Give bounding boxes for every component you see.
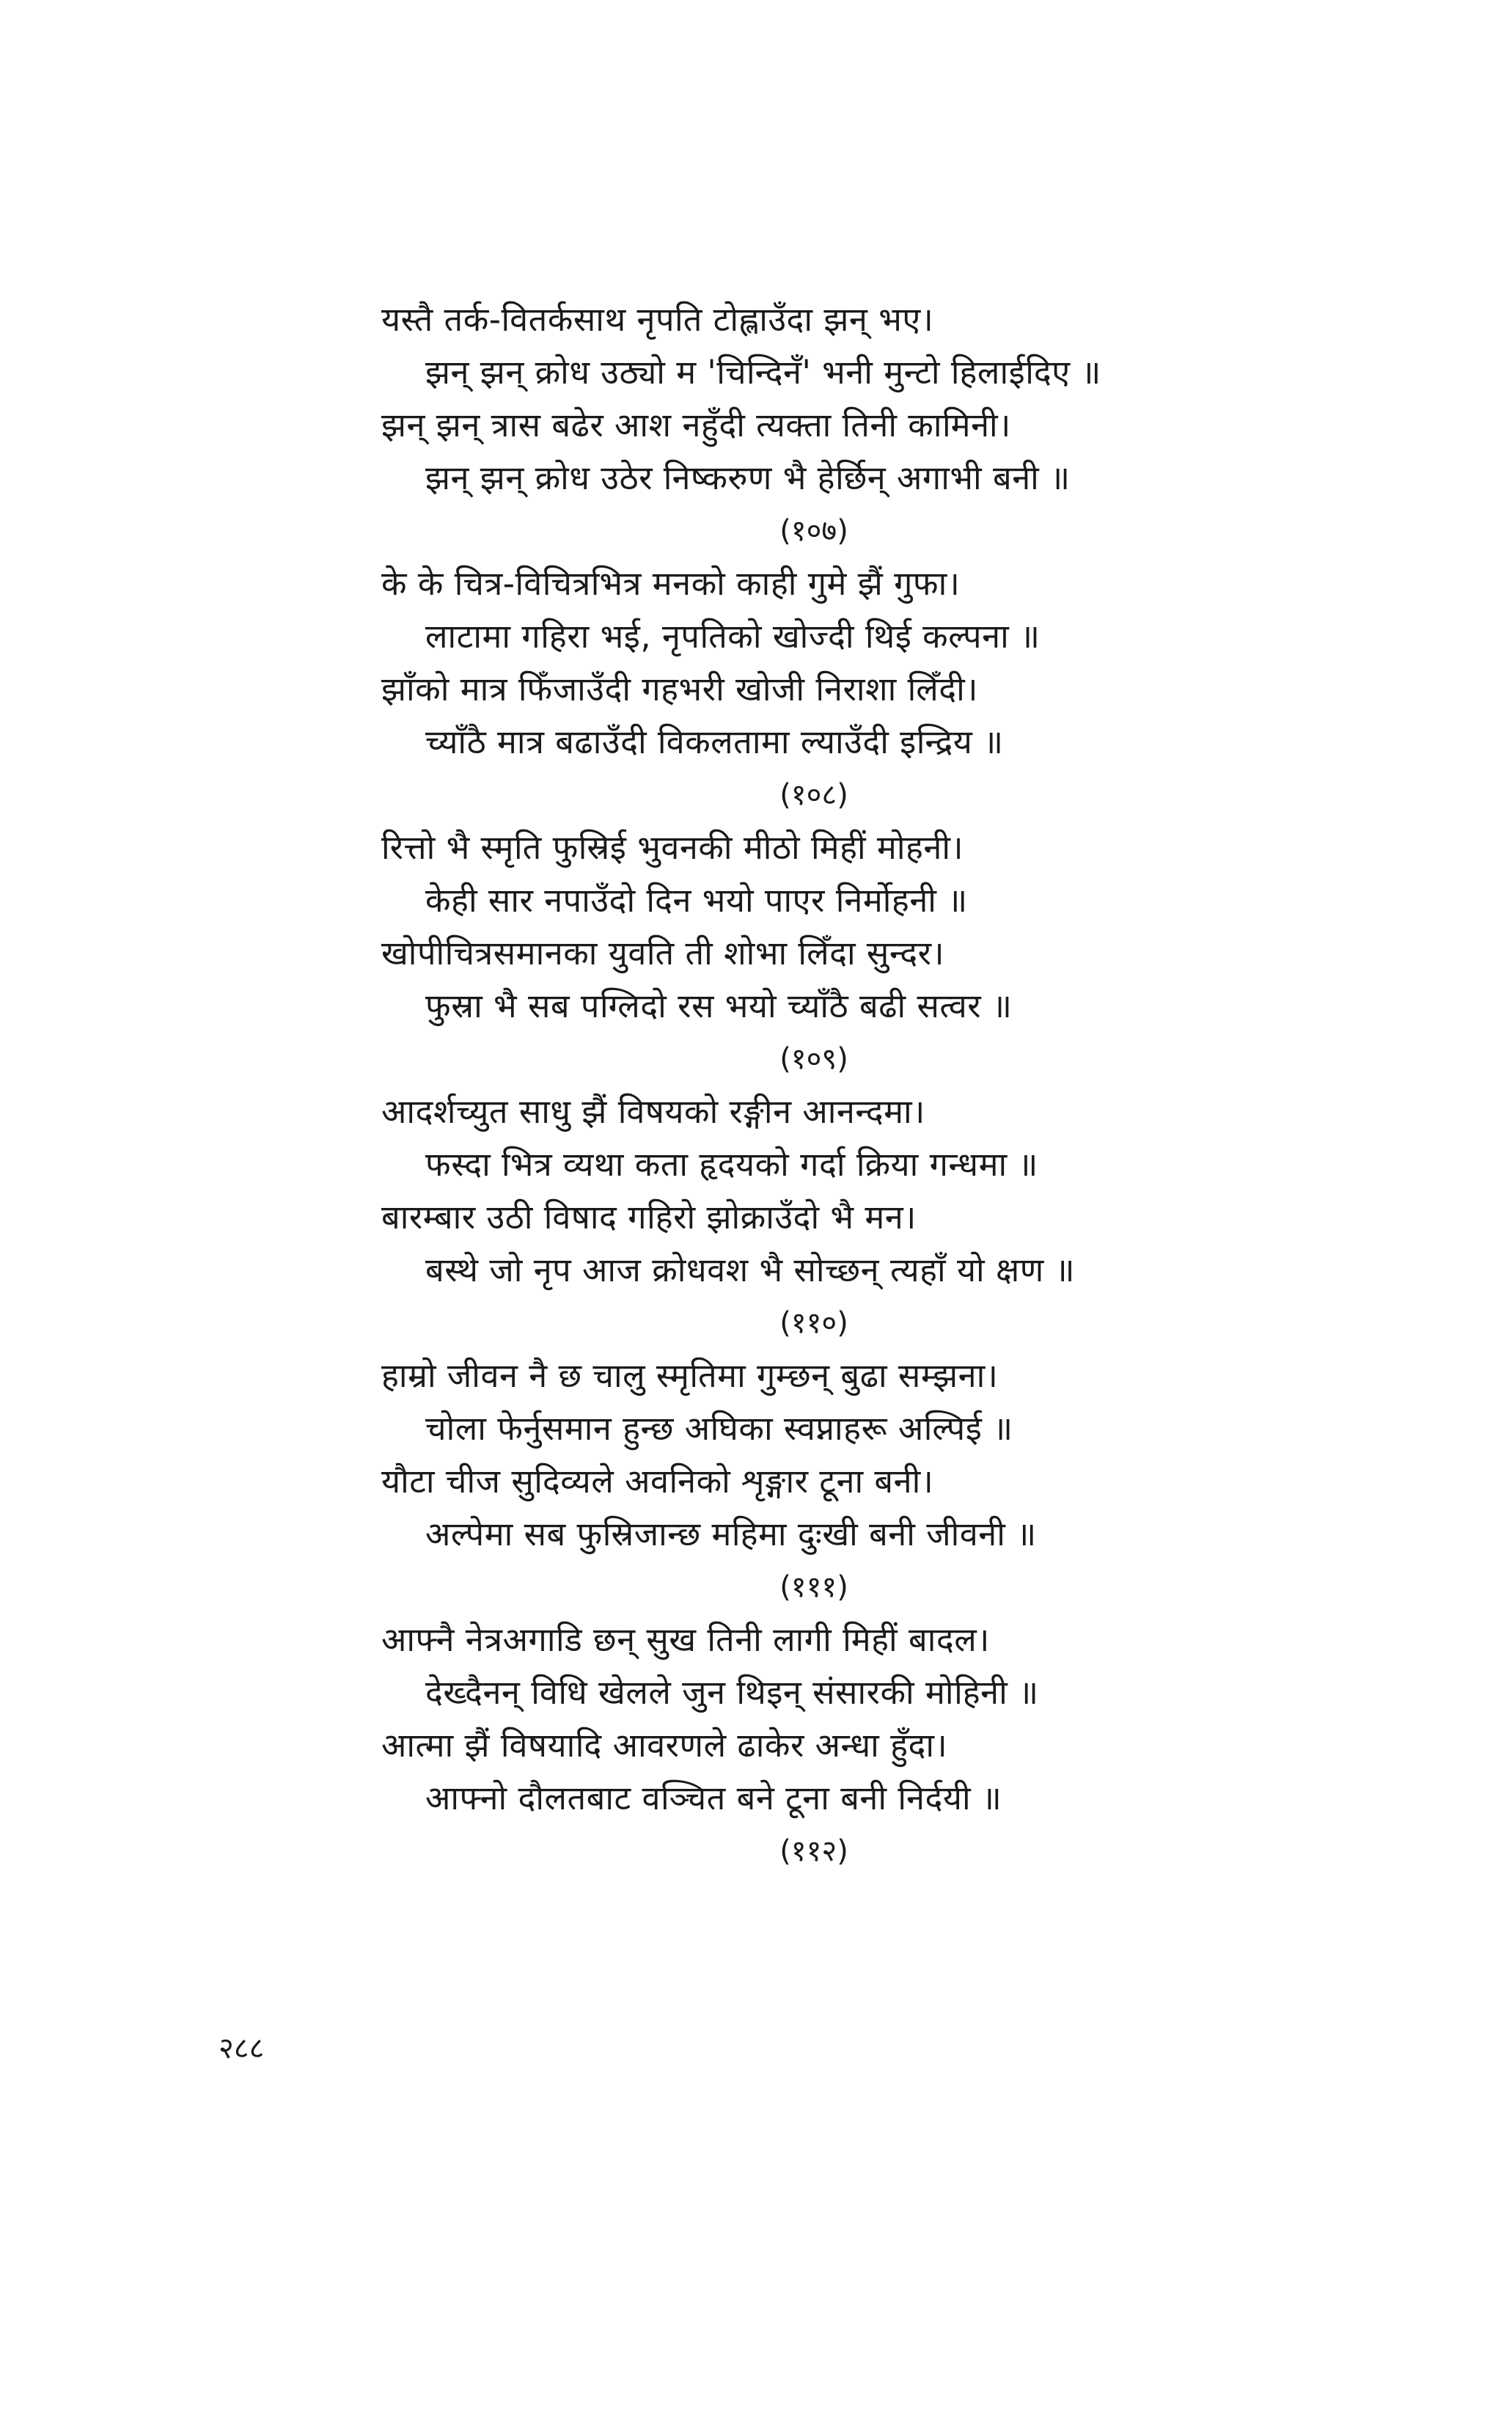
verse-line: फुस्रा भै सब पग्लिदो रस भयो च्याँठै बढी सत्वर ॥ [425,986,1013,1025]
verse-line: बारम्बार उठी विषाद गहिरो झोक्राउँदो भै मन। [381,1198,917,1237]
stanza-111 [381,1350,1276,1614]
verse-line: केही सार नपाउँदो दिन भयो पाएर निर्मोहनी ॥ [425,881,968,920]
verse-line: झन् झन् क्रोध उठ्यो म 'चिन्दिनँ' भनी मुन्टो हिलाईदिए ॥ [425,353,1101,392]
stanza-107 [381,293,1276,557]
verse-line: यौटा चीज सुदिव्यले अवनिको शृङ्गार टूना बनी। [381,1462,934,1501]
stanza-number: (११०) [779,1306,848,1340]
stanza-number: (१०८) [779,778,848,812]
page-number: २८८ [219,2032,265,2065]
stanza-108 [381,557,1276,821]
verse-line: देख्दैनन् विधि खेलले जुन थिइन् संसारकी मोहिनी ॥ [425,1673,1039,1712]
stanza-110 [381,1085,1276,1350]
verse-line: आफ्नो दौलतबाट वञ्चित बने टूना बनी निर्दयी ॥ [425,1779,1002,1817]
verse-block [381,293,1276,1878]
stanza-number: (१०९) [779,1042,848,1076]
verse-line: हाम्रो जीवन नै छ चालु स्मृतिमा गुम्छन् बुढा सम्झना। [381,1356,999,1395]
stanza-109 [381,821,1276,1085]
verse-line: झाँको मात्र फिँजाउँदी गहभरी खोजी निराशा लिँदी। [381,670,978,708]
verse-line: यस्तै तर्क-वितर्कसाथ नृपति टोह्लाउँदा झन् भए। [381,300,934,339]
verse-line: आफ्नै नेत्रअगाडि छन् सुख तिनी लागी मिहीं बादल। [381,1620,990,1659]
stanza-number: (१०७) [779,514,848,548]
verse-line: के के चित्र-विचित्रभित्र मनको काही गुमे झैं गुफा। [381,564,961,603]
verse-line: खोपीचित्रसमानका युवति ती शोभा लिँदा सुन्दर। [381,934,945,973]
verse-line: अल्पेमा सब फुस्रिजान्छ महिमा दुःखी बनी जीवनी ॥ [425,1515,1037,1553]
verse-line: फस्दा भित्र व्यथा कता हृदयको गर्दा क्रिया गन्धमा ॥ [425,1145,1038,1184]
verse-line: च्याँठै मात्र बढाउँदी विकलतामा ल्याउँदी इन्द्रिय ॥ [425,722,1004,761]
verse-line: आत्मा झैं विषयादि आवरणले ढाकेर अन्धा हुँदा। [381,1726,948,1765]
stanza-number: (११२) [779,1834,848,1868]
verse-line: आदर्शच्युत साधु झैं विषयको रङ्गीन आनन्दमा। [381,1092,925,1131]
verse-line: बस्थे जो नृप आज क्रोधवश भै सोच्छन् त्यहाँ यो क्षण ॥ [425,1251,1076,1289]
verse-line: झन् झन् त्रास बढेर आश नहुँदी त्यक्ता तिनी कामिनी। [381,406,1011,444]
verse-line: झन् झन् क्रोध उठेर निष्करुण भै हेर्छिन् अगाभी बनी ॥ [425,458,1071,497]
verse-line: रित्तो भै स्मृति फुस्रिई भुवनकी मीठो मिहीं मोहनी। [381,828,964,867]
verse-line: लाटामा गहिरा भई, नृपतिको खोज्दी थिई कल्पना ॥ [425,617,1041,656]
verse-line: चोला फेर्नुसमान हुन्छ अघिका स्वप्नाहरू अल्पिई ॥ [425,1409,1013,1448]
stanza-number: (१११) [779,1570,848,1604]
stanza-112 [381,1614,1276,1878]
